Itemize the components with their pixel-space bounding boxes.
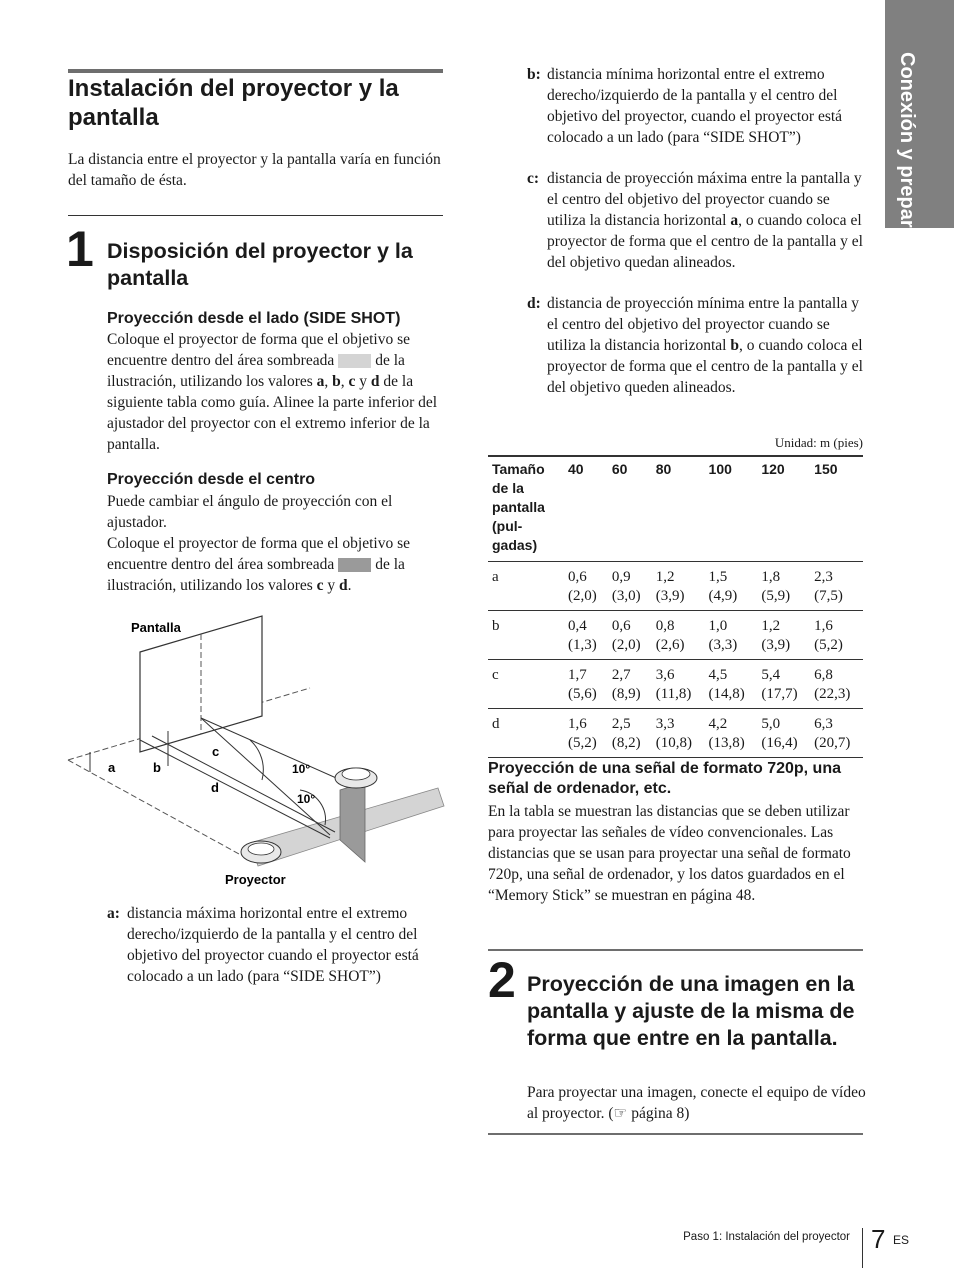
definition-b-text: distancia mínima horizontal entre el extremo derecho/izquierdo de la pantalla y el centro del objetivo del proyector, cuando el proyector está colocado a un lado (para “SIDE SHOT”) <box>547 66 843 146</box>
side-shot-text-3: de la siguiente tabla como guía. Alinee la parte inferior del ajustador del proyector con el extremo inferior de la pantalla. <box>107 373 438 453</box>
definition-c-text: distancia de proyección máxima entre la pantalla y el centro del objetivo del proyector cuando se utiliza la distancia horizontal a, o cuando coloca el proyector de forma que el centro de la pantalla y el del objetivo quedan alineados. <box>547 170 863 271</box>
definition-c <box>527 168 867 273</box>
projection-diagram <box>60 600 450 900</box>
table-cell: 0,6 (2,0) <box>608 611 652 660</box>
table-cell: 6,3 (20,7) <box>810 709 863 758</box>
size-header: 80 <box>652 456 705 562</box>
table-cell: 2,7 (8,9) <box>608 660 652 709</box>
table-cell: 0,6 (2,0) <box>564 562 608 611</box>
center-text <box>107 491 447 596</box>
table-cell: 6,8 (22,3) <box>810 660 863 709</box>
table-header-label: Tamaño de la pantalla (pul-gadas) <box>488 456 564 562</box>
definition-b-key: b: <box>527 66 541 83</box>
label-b: b <box>153 760 161 775</box>
signal-heading: Proyección de una señal de formato 720p, una señal de ordenador, etc. <box>488 760 841 797</box>
table-row <box>488 611 863 660</box>
center-period: . <box>347 577 352 594</box>
step2-text-1: Para proyectar una imagen, conecte el equipo de vídeo al proyector. ( <box>527 1084 866 1122</box>
page-title: Instalación del proyector y la pantalla <box>68 75 399 131</box>
center-heading: Proyección desde el centro <box>107 471 316 488</box>
definition-b <box>527 64 867 148</box>
footer-divider <box>862 1228 863 1268</box>
side-shot-text: Coloque el proyector de forma que el objetivo se encuentre dentro del área sombreada de la ilustración, utilizando los valores a, b, c y d de la siguiente tabla como guía. Alinee la parte inferior del ajustador del proyector con el extremo inferior de la pantalla. <box>107 331 438 453</box>
line-d <box>201 718 330 835</box>
size-header: 120 <box>757 456 810 562</box>
table-cell: 0,4 (1,3) <box>564 611 608 660</box>
table-unit: Unidad: m (pies) <box>774 435 863 450</box>
line-c <box>201 718 352 785</box>
label-c: c <box>212 744 220 759</box>
label-d: d <box>211 780 219 795</box>
step2-bottom-rule <box>488 1133 863 1135</box>
table-cell: 1,6 (5,2) <box>564 709 608 758</box>
step1-rule <box>68 215 443 216</box>
footer-caption: Paso 1: Instalación del proyector <box>683 1231 850 1243</box>
table-cell: 1,2 (3,9) <box>757 611 810 660</box>
side-shot-text-2: de la ilustración, utilizando los valores <box>107 352 405 390</box>
label-pantalla: Pantalla <box>131 620 181 635</box>
center-conj-y: y <box>327 577 336 594</box>
value-b: b <box>332 373 341 390</box>
center-text-1: Puede cambiar el ángulo de proyección con el ajustador. <box>107 493 393 531</box>
step2-text <box>527 1082 867 1124</box>
step1-title: Disposición del proyector y la pantalla <box>107 239 413 290</box>
page-language: ES <box>893 1233 910 1247</box>
definition-a-text: distancia máxima horizontal entre el extremo derecho/izquierdo de la pantalla y el centro del objetivo del proyector cuando el proyector está colocado a un lado (para “SIDE SHOT”) <box>127 905 419 985</box>
row-label: a <box>488 562 564 611</box>
definition-d-key: d: <box>527 295 541 312</box>
definition-a-key: a: <box>107 905 120 922</box>
table-cell: 1,6 (5,2) <box>810 611 863 660</box>
size-header: 150 <box>810 456 863 562</box>
definition-d <box>527 293 867 398</box>
side-shot-text-1: Coloque el proyector de forma que el objetivo se encuentre dentro del área sombreada <box>107 331 411 369</box>
definition-d-text: distancia de proyección mínima entre la pantalla y el centro del objetivo del proyector cuando se utiliza la distancia horizontal b, o cuando coloca el proyector de forma que el centro de la pantalla y el del objetivo queden alineados. <box>547 295 863 396</box>
table-row <box>488 709 863 758</box>
line-b <box>152 736 335 832</box>
row-label: d <box>488 709 564 758</box>
table-cell: 5,4 (17,7) <box>757 660 810 709</box>
table-cell: 1,7 (5,6) <box>564 660 608 709</box>
distance-table <box>488 455 863 758</box>
dark-shade-swatch <box>338 558 371 572</box>
table-cell: 1,0 (3,3) <box>705 611 758 660</box>
size-header: 100 <box>705 456 758 562</box>
value-c: c <box>348 373 356 390</box>
value-a: a <box>316 373 325 390</box>
light-shade-swatch <box>338 354 371 368</box>
table-cell: 3,3 (10,8) <box>652 709 705 758</box>
table-cell: 5,0 (16,4) <box>757 709 810 758</box>
table-cell: 1,5 (4,9) <box>705 562 758 611</box>
center-text-3: de la ilustración, utilizando los valores <box>107 556 405 594</box>
center-value-c: c <box>316 577 324 594</box>
table-cell: 3,6 (11,8) <box>652 660 705 709</box>
step2-text-2: página 8) <box>627 1105 690 1122</box>
table-cell: 4,5 (14,8) <box>705 660 758 709</box>
step2-rule <box>488 949 863 951</box>
intro-text: La distancia entre el proyector y la pantalla varía en función del tamaño de ésta. <box>68 151 441 189</box>
step2-number: 2 <box>488 952 516 1008</box>
table-cell: 2,3 (7,5) <box>810 562 863 611</box>
row-label: b <box>488 611 564 660</box>
page-number: 7 <box>871 1224 886 1254</box>
label-angle-2: 10° <box>297 792 316 806</box>
label-a: a <box>108 760 116 775</box>
definition-c-key: c: <box>527 170 540 187</box>
table-cell: 2,5 (8,2) <box>608 709 652 758</box>
center-text-2: Coloque el proyector de forma que el objetivo se encuentre dentro del área sombreada <box>107 535 411 573</box>
step2-title: Proyección de una imagen en la pantalla y ajuste de la misma de forma que entre en la pantalla. <box>527 972 855 1050</box>
table-row <box>488 562 863 611</box>
definition-a <box>107 903 447 987</box>
value-d: d <box>370 373 380 390</box>
center-value-d: d <box>339 577 348 594</box>
side-shot-heading: Proyección desde el lado (SIDE SHOT) <box>107 310 401 327</box>
table-row <box>488 660 863 709</box>
table-header-row <box>488 456 863 562</box>
side-tab-label: Conexión y preparación <box>896 52 918 280</box>
angle-arc-1 <box>250 740 263 780</box>
size-header: 40 <box>564 456 608 562</box>
reference-icon: ☞ <box>613 1105 628 1122</box>
label-angle-1: 10° <box>292 762 311 776</box>
table-cell: 1,8 (5,9) <box>757 562 810 611</box>
row-label: c <box>488 660 564 709</box>
signal-text: En la tabla se muestran las distancias que se deben utilizar para proyectar las señales de vídeo convencionales. Las distancias que se usan para proyectar una señal de formato 720p, una señal de ordenador, y los datos guardados en el “Memory Stick” se muestran en página 48. <box>488 803 851 904</box>
table-cell: 0,9 (3,0) <box>608 562 652 611</box>
table-cell: 1,2 (3,9) <box>652 562 705 611</box>
table-cell: 4,2 (13,8) <box>705 709 758 758</box>
table-cell: 0,8 (2,6) <box>652 611 705 660</box>
step1-number: 1 <box>66 221 94 277</box>
conj-y: y <box>359 373 368 390</box>
label-proyector: Proyector <box>225 872 286 887</box>
center-area <box>340 782 365 862</box>
size-header: 60 <box>608 456 652 562</box>
section-rule <box>68 69 443 73</box>
floor-line-left <box>68 760 250 860</box>
